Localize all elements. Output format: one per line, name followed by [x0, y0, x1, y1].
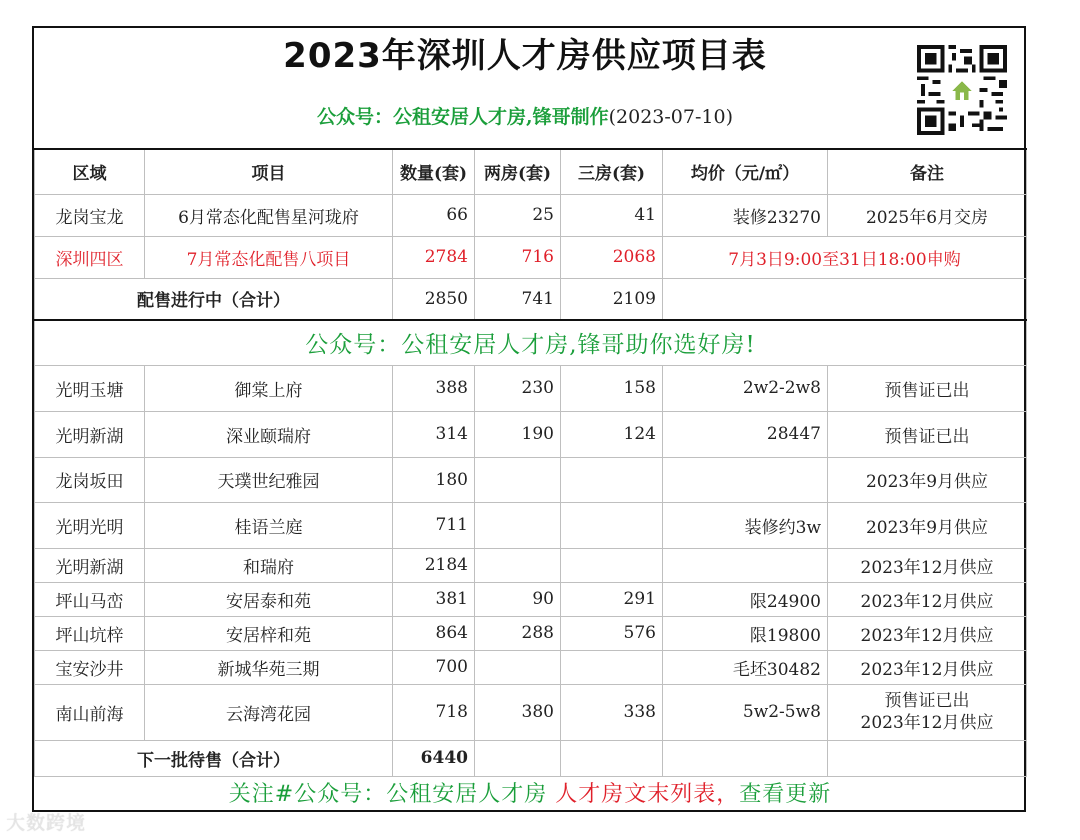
footer-account: 关注#公众号：公租安居人才房 — [228, 782, 548, 807]
cell-three — [561, 548, 663, 582]
col-header-price: 均价（元/㎡） — [663, 149, 828, 194]
cell-area: 龙岗宝龙 — [35, 194, 145, 236]
cell-two: 230 — [475, 365, 561, 411]
cell-price: 限24900 — [663, 582, 828, 616]
cell-price: 2w2-2w8 — [663, 365, 828, 411]
cell-qty: 864 — [393, 616, 475, 650]
cell-price: 毛坯30482 — [663, 650, 828, 684]
table-row — [35, 194, 1027, 236]
footer-notice — [34, 776, 1026, 813]
watermark: 大数跨境 — [6, 812, 87, 834]
cell-price: 5w2-5w8 — [663, 684, 828, 740]
cell-note: 预售证已出 — [828, 411, 1027, 457]
cell-project: 桂语兰庭 — [145, 502, 393, 548]
cell-area: 光明光明 — [35, 502, 145, 548]
subtitle-account: 公众号：公租安居人才房,锋哥制作 — [317, 106, 609, 128]
cell-area: 宝安沙井 — [35, 650, 145, 684]
cell-two — [475, 548, 561, 582]
cell-two: 190 — [475, 411, 561, 457]
header-row — [35, 149, 1027, 194]
cell-project: 6月常态化配售星河珑府 — [145, 194, 393, 236]
table-row — [35, 616, 1027, 650]
cell-two — [475, 650, 561, 684]
table-row — [35, 650, 1027, 684]
cell-two — [475, 502, 561, 548]
cell-price — [663, 457, 828, 502]
table-row — [35, 411, 1027, 457]
cell-qty: 2184 — [393, 548, 475, 582]
cell-note: 2023年9月供应 — [828, 502, 1027, 548]
col-header-qty: 数量(套) — [393, 149, 475, 194]
subtitle — [0, 102, 1050, 129]
table-row — [35, 236, 1027, 278]
total-qty: 2850 — [393, 278, 475, 320]
total-qty: 6440 — [393, 740, 475, 776]
total-label: 下一批待售（合计） — [35, 740, 393, 776]
total-row — [35, 740, 1027, 776]
cell-area: 光明玉塘 — [35, 365, 145, 411]
cell-qty: 381 — [393, 582, 475, 616]
cell-two: 288 — [475, 616, 561, 650]
cell-qty: 718 — [393, 684, 475, 740]
cell-three: 576 — [561, 616, 663, 650]
cell-price: 装修约3w — [663, 502, 828, 548]
cell-area: 光明新湖 — [35, 548, 145, 582]
table-row — [35, 684, 1027, 740]
cell-project: 安居梓和苑 — [145, 616, 393, 650]
cell-qty: 314 — [393, 411, 475, 457]
cell-qty: 2784 — [393, 236, 475, 278]
cell-price: 28447 — [663, 411, 828, 457]
cell-three: 2068 — [561, 236, 663, 278]
cell-schedule: 7月3日9:00至31日18:00申购 — [663, 236, 1027, 278]
cell-note: 2025年6月交房 — [828, 194, 1027, 236]
cell-area: 深圳四区 — [35, 236, 145, 278]
footer-list: 人才房文末列表， — [555, 782, 740, 807]
cell-two: 90 — [475, 582, 561, 616]
table-row — [35, 548, 1027, 582]
cell-area: 坪山坑梓 — [35, 616, 145, 650]
table-row — [35, 365, 1027, 411]
cell-note: 2023年9月供应 — [828, 457, 1027, 502]
cell-price: 限19800 — [663, 616, 828, 650]
col-header-project: 项目 — [145, 149, 393, 194]
col-header-note: 备注 — [828, 149, 1027, 194]
cell-area: 坪山马峦 — [35, 582, 145, 616]
cell-project: 和瑞府 — [145, 548, 393, 582]
cell-three — [561, 457, 663, 502]
cell-price — [663, 548, 828, 582]
cell-two: 25 — [475, 194, 561, 236]
projects-table — [34, 148, 1027, 777]
cell-two: 716 — [475, 236, 561, 278]
cell-three — [561, 502, 663, 548]
footer-update: 查看更新 — [739, 782, 832, 807]
cell-qty: 388 — [393, 365, 475, 411]
table-row — [35, 582, 1027, 616]
col-header-three: 三房(套) — [561, 149, 663, 194]
total-three: 2109 — [561, 278, 663, 320]
cell-project: 深业颐瑞府 — [145, 411, 393, 457]
cell-qty: 66 — [393, 194, 475, 236]
banner-row — [35, 320, 1027, 365]
cell-three: 41 — [561, 194, 663, 236]
table-row — [35, 502, 1027, 548]
total-label: 配售进行中（合计） — [35, 278, 393, 320]
cell-note: 预售证已出 — [828, 365, 1027, 411]
cell-note: 预售证已出 2023年12月供应 — [828, 684, 1027, 740]
cell-note: 2023年12月供应 — [828, 548, 1027, 582]
cell-three: 291 — [561, 582, 663, 616]
cell-three: 158 — [561, 365, 663, 411]
cell-price: 装修23270 — [663, 194, 828, 236]
total-row — [35, 278, 1027, 320]
banner-text: 公众号：公租安居人才房,锋哥助你选好房! — [35, 320, 1027, 365]
cell-qty: 711 — [393, 502, 475, 548]
subtitle-date: (2023-07-10) — [608, 106, 733, 128]
cell-note: 2023年12月供应 — [828, 616, 1027, 650]
cell-three: 124 — [561, 411, 663, 457]
col-header-two: 两房(套) — [475, 149, 561, 194]
cell-qty: 180 — [393, 457, 475, 502]
cell-project: 新城华苑三期 — [145, 650, 393, 684]
cell-note: 2023年12月供应 — [828, 582, 1027, 616]
qr-code-icon — [916, 45, 1008, 135]
cell-project: 御棠上府 — [145, 365, 393, 411]
col-header-area: 区域 — [35, 149, 145, 194]
cell-three — [561, 650, 663, 684]
cell-two: 380 — [475, 684, 561, 740]
cell-project: 安居泰和苑 — [145, 582, 393, 616]
cell-project: 7月常态化配售八项目 — [145, 236, 393, 278]
cell-area: 龙岗坂田 — [35, 457, 145, 502]
cell-note: 2023年12月供应 — [828, 650, 1027, 684]
cell-qty: 700 — [393, 650, 475, 684]
cell-project: 云海湾花园 — [145, 684, 393, 740]
cell-area: 光明新湖 — [35, 411, 145, 457]
table-row — [35, 457, 1027, 502]
cell-two — [475, 457, 561, 502]
cell-three: 338 — [561, 684, 663, 740]
cell-area: 南山前海 — [35, 684, 145, 740]
total-two: 741 — [475, 278, 561, 320]
cell-project: 天璞世纪雅园 — [145, 457, 393, 502]
page-title: 2023年深圳人才房供应项目表 — [283, 36, 767, 76]
